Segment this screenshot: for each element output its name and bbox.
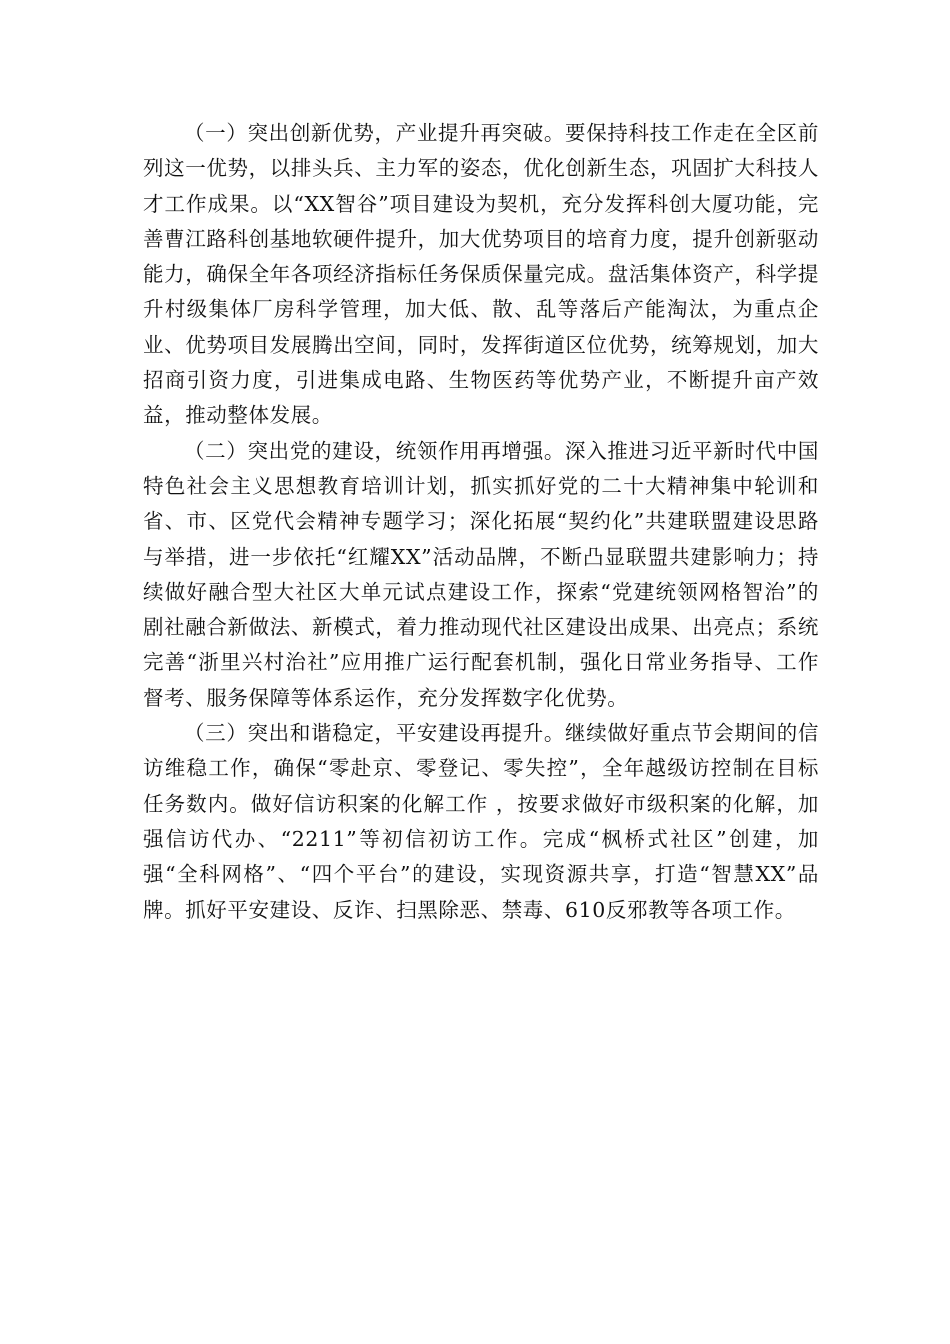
document-body: [143, 116, 819, 928]
paragraph-3: （三）突出和谐稳定，平安建设再提升。继续做好重点节会期间的信访维稳工作，确保“零赴京、零登记、零失控”，全年越级访控制在目标任务数内。做好信访积案的化解工作 ，按要求做好市级积案的化解，加强信访代办、“2211”等初信初访工作。完成“枫桥式社区”创建，加强“全科网格”、“四个平台”的建设，实现资源共享，打造“智慧XX”品牌。抓好平安建设、反诈、扫黑除恶、禁毒、610反邪教等各项工作。: [143, 721, 819, 922]
paragraph-1: （一）突出创新优势，产业提升再突破。要保持科技工作走在全区前列这一优势，以排头兵、主力军的姿态，优化创新生态，巩固扩大科技人才工作成果。以“XX智谷”项目建设为契机，充分发挥科创大厦功能，完善曹江路科创基地软硬件提升，加大优势项目的培育力度，提升创新驱动能力，确保全年各项经济指标任务保质保量完成。盘活集体资产，科学提升村级集体厂房科学管理，加大低、散、乱等落后产能淘汰，为重点企业、优势项目发展腾出空间，同时，发挥街道区位优势，统筹规划，加大招商引资力度，引进集成电路、生物医药等优势产业，不断提升亩产效益，推动整体发展。: [143, 121, 819, 428]
paragraph-2: （二）突出党的建设，统领作用再增强。深入推进习近平新时代中国特色社会主义思想教育培训计划，抓实抓好党的二十大精神集中轮训和省、市、区党代会精神专题学习；深化拓展“契约化”共建联盟建设思路与举措，进一步依托“红耀XX”活动品牌，不断凸显联盟共建影响力；持续做好融合型大社区大单元试点建设工作，探索“党建统领网格智治”的剧社融合新做法、新模式，着力推动现代社区建设出成果、出亮点；系统完善“浙里兴村治社”应用推广运行配套机制，强化日常业务指导、工作督考、服务保障等体系运作，充分发挥数字化优势。: [143, 438, 819, 710]
